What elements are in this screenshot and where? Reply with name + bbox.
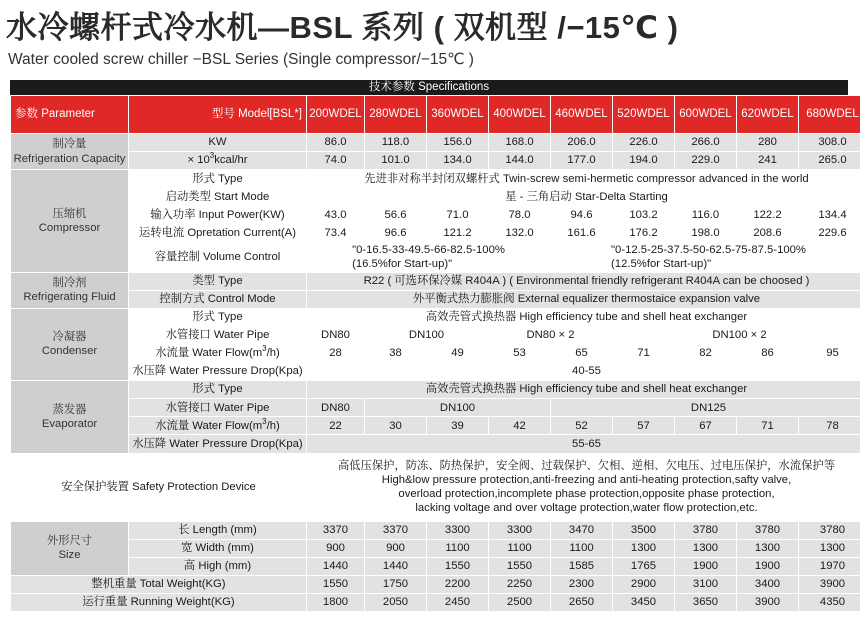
value-cell: 1585 xyxy=(551,557,613,575)
param-label: 安全保护装置 Safety Protection Device xyxy=(11,453,307,521)
value-cell: 198.0 xyxy=(675,224,737,242)
value-cell: DN100 × 2 xyxy=(613,326,860,344)
value-cell: 1550 xyxy=(307,575,365,593)
value-cell: 2050 xyxy=(365,593,427,611)
label-part: /h) xyxy=(266,419,280,432)
value-cell: 121.2 xyxy=(427,224,489,242)
value-cell: 3780 xyxy=(799,521,860,539)
table-row xyxy=(11,575,860,593)
table-row xyxy=(11,290,860,308)
table-row xyxy=(11,326,860,344)
value-cell: 星 - 三角启动 Star-Delta Starting xyxy=(307,188,860,206)
value-cell: 67 xyxy=(675,417,737,435)
param-label: 容量控制 Volume Control xyxy=(129,242,307,272)
table-row xyxy=(11,170,860,188)
param-label-cell xyxy=(129,417,307,435)
value-cell: 101.0 xyxy=(365,152,427,170)
value-cell: 206.0 xyxy=(551,134,613,152)
value-cell: 30 xyxy=(365,417,427,435)
value-cell: 73.4 xyxy=(307,224,365,242)
value-cell: 1300 xyxy=(799,539,860,557)
value-cell: 71 xyxy=(737,417,799,435)
param-label: 输入功率 Input Power(KW) xyxy=(129,206,307,224)
group-label: 制冷剂 Refrigerating Fluid xyxy=(11,272,129,308)
spec-table xyxy=(10,95,860,612)
value-cell: R22 ( 可选环保冷媒 R404A ) ( Environmental friendly refrigerant R404A can be choosed ) xyxy=(307,272,860,290)
table-row xyxy=(11,344,860,362)
param-label: 水压降 Water Pressure Drop(Kpa) xyxy=(129,363,307,381)
value-cell: 74.0 xyxy=(307,152,365,170)
value-cell: 1300 xyxy=(675,539,737,557)
value-cell: 900 xyxy=(307,539,365,557)
table-row xyxy=(11,417,860,435)
value-cell: 71.0 xyxy=(427,206,489,224)
value-cell: DN100 xyxy=(365,399,551,417)
table-row xyxy=(11,593,860,611)
value-cell: 外平衡式热力膨胀阀 External equalizer thermostaice expansion valve xyxy=(307,290,860,308)
value-cell: 168.0 xyxy=(489,134,551,152)
param-label-cell xyxy=(129,344,307,362)
value-cell: 1800 xyxy=(307,593,365,611)
group-label: 制冷量 Refrigeration Capacity xyxy=(11,134,129,170)
value-cell: 96.6 xyxy=(365,224,427,242)
value-cell: 1550 xyxy=(427,557,489,575)
value-cell: 116.0 xyxy=(675,206,737,224)
value-cell: 78.0 xyxy=(489,206,551,224)
value-cell: 1440 xyxy=(307,557,365,575)
value-cell: 1900 xyxy=(675,557,737,575)
param-label: 运转电流 Opretation Current(A) xyxy=(129,224,307,242)
value-cell: 高效壳管式换热器 High efficiency tube and shell heat exchanger xyxy=(307,308,860,326)
value-cell: 2500 xyxy=(489,593,551,611)
table-row xyxy=(11,363,860,381)
value-cell xyxy=(307,453,860,521)
param-label: 水管接口 Water Pipe xyxy=(129,326,307,344)
page-subtitle: Water cooled screw chiller −BSL Series (Single compressor/−15℃ ) xyxy=(8,51,474,68)
param-label: 长 Length (mm) xyxy=(129,521,307,539)
value-cell: 86 xyxy=(737,344,799,362)
table-row xyxy=(11,435,860,453)
value-cell: DN125 xyxy=(551,399,860,417)
value-cell: 1765 xyxy=(613,557,675,575)
value-cell: 高效壳管式换热器 High efficiency tube and shell heat exchanger xyxy=(307,381,860,399)
value-cell: 103.2 xyxy=(613,206,675,224)
table-row xyxy=(11,521,860,539)
param-label-cell xyxy=(129,152,307,170)
label-superscript: 3 xyxy=(262,416,267,426)
volume-control-text: "0-12.5-25-37.5-50-62.5-75-87.5-100% (12.5%for Start-up)" xyxy=(611,243,806,271)
group-label: 蒸发器 Evaporator xyxy=(11,381,129,453)
value-cell: 1100 xyxy=(489,539,551,557)
param-label xyxy=(187,151,248,167)
table-row xyxy=(11,399,860,417)
value-cell: 1750 xyxy=(365,575,427,593)
param-label: 水管接口 Water Pipe xyxy=(129,399,307,417)
value-cell: 2650 xyxy=(551,593,613,611)
value-cell: 55-65 xyxy=(307,435,860,453)
model-name: 600WDEL xyxy=(675,96,737,134)
param-header: 参数 Parameter xyxy=(11,96,129,134)
param-label: 整机重量 Total Weight(KG) xyxy=(11,575,307,593)
model-name: 280WDEL xyxy=(365,96,427,134)
model-header: 型号 Model[BSL*] xyxy=(129,96,307,134)
value-cell: DN100 xyxy=(365,326,489,344)
value-cell xyxy=(551,242,860,272)
value-cell: 122.2 xyxy=(737,206,799,224)
table-row xyxy=(11,381,860,399)
param-label xyxy=(155,416,280,432)
value-cell: 1300 xyxy=(737,539,799,557)
label-part: 水流量 Water Flow(m xyxy=(155,419,263,432)
param-label: 类型 Type xyxy=(129,272,307,290)
table-row xyxy=(11,134,860,152)
param-label: 启动类型 Start Mode xyxy=(129,188,307,206)
value-cell: 144.0 xyxy=(489,152,551,170)
value-cell: 2250 xyxy=(489,575,551,593)
value-cell: 22 xyxy=(307,417,365,435)
value-cell: 241 xyxy=(737,152,799,170)
value-cell: 3400 xyxy=(737,575,799,593)
value-cell: 43.0 xyxy=(307,206,365,224)
label-part: × 10 xyxy=(187,154,210,167)
group-label: 外形尺寸 Size xyxy=(11,521,129,575)
param-label: 高 High (mm) xyxy=(129,557,307,575)
value-cell: 71 xyxy=(613,344,675,362)
param-label: 控制方式 Control Mode xyxy=(129,290,307,308)
table-row xyxy=(11,188,860,206)
param-label: 宽 Width (mm) xyxy=(129,539,307,557)
value-cell: 118.0 xyxy=(365,134,427,152)
table-row xyxy=(11,272,860,290)
value-cell: 156.0 xyxy=(427,134,489,152)
value-cell: 132.0 xyxy=(489,224,551,242)
value-cell: 900 xyxy=(365,539,427,557)
header-row xyxy=(11,96,860,134)
value-cell: 3650 xyxy=(675,593,737,611)
value-cell: 1100 xyxy=(551,539,613,557)
value-cell: 1100 xyxy=(427,539,489,557)
value-cell: 2200 xyxy=(427,575,489,593)
value-cell: 1550 xyxy=(489,557,551,575)
value-cell: 3500 xyxy=(613,521,675,539)
param-label: 运行重量 Running Weight(KG) xyxy=(11,593,307,611)
model-name: 520WDEL xyxy=(613,96,675,134)
label-part: /h) xyxy=(266,347,280,360)
value-cell: 194.0 xyxy=(613,152,675,170)
value-cell: 229.0 xyxy=(675,152,737,170)
value-cell: 56.6 xyxy=(365,206,427,224)
label-part: 水流量 Water Flow(m xyxy=(155,347,263,360)
value-cell: 1300 xyxy=(613,539,675,557)
table-row xyxy=(11,152,860,170)
model-name: 360WDEL xyxy=(427,96,489,134)
value-cell: 3900 xyxy=(799,575,860,593)
value-cell: 3900 xyxy=(737,593,799,611)
value-cell: 78 xyxy=(799,417,860,435)
table-row xyxy=(11,308,860,326)
value-cell: 39 xyxy=(427,417,489,435)
value-cell: 3370 xyxy=(365,521,427,539)
value-cell: 3780 xyxy=(675,521,737,539)
value-cell: 3300 xyxy=(489,521,551,539)
table-row xyxy=(11,206,860,224)
model-name: 680WDEL xyxy=(799,96,860,134)
value-cell: 229.6 xyxy=(799,224,860,242)
param-label: KW xyxy=(129,134,307,152)
value-cell: 2900 xyxy=(613,575,675,593)
value-cell: 65 xyxy=(551,344,613,362)
value-cell: 2450 xyxy=(427,593,489,611)
value-cell: 52 xyxy=(551,417,613,435)
value-cell: 2300 xyxy=(551,575,613,593)
model-name: 200WDEL xyxy=(307,96,365,134)
value-cell: 308.0 xyxy=(799,134,860,152)
value-cell: 28 xyxy=(307,344,365,362)
volume-control-text: "0-16.5-33-49.5-66-82.5-100% (16.5%for Start-up)" xyxy=(352,243,505,271)
value-cell: 226.0 xyxy=(613,134,675,152)
param-label: 形式 Type xyxy=(129,170,307,188)
value-cell: 161.6 xyxy=(551,224,613,242)
page-title: 水冷螺杆式冷水机—BSL 系列 ( 双机型 /−15℃ ) xyxy=(6,10,679,45)
table-row xyxy=(11,557,860,575)
safety-text: 高低压保护，防冻、防热保护，安全阀、过载保护、欠相、逆相、欠电压、过电压保护，水流保护等 High&low pressure protection,anti-freezing and anti-heating protection,safty valve, overload protection,incomplete phase protection,opposite phase protection, lacking voltage and over voltage protection,water flow protection,etc. xyxy=(337,459,836,515)
param-label xyxy=(155,344,280,360)
value-cell: 3780 xyxy=(737,521,799,539)
model-name: 620WDEL xyxy=(737,96,799,134)
value-cell: 1440 xyxy=(365,557,427,575)
value-cell: DN80 xyxy=(307,399,365,417)
param-label: 形式 Type xyxy=(129,308,307,326)
value-cell: 94.6 xyxy=(551,206,613,224)
value-cell: 95 xyxy=(799,344,860,362)
specifications-bar: 技术参数 Specifications xyxy=(10,80,848,95)
value-cell: 3300 xyxy=(427,521,489,539)
value-cell: 176.2 xyxy=(613,224,675,242)
value-cell: 134.4 xyxy=(799,206,860,224)
value-cell: 208.6 xyxy=(737,224,799,242)
group-label: 压缩机 Compressor xyxy=(11,170,129,272)
model-name: 460WDEL xyxy=(551,96,613,134)
value-cell: 先进非对称半封闭双螺杆式 Twin-screw semi-hermetic compressor advanced in the world xyxy=(307,170,860,188)
value-cell: 42 xyxy=(489,417,551,435)
value-cell: 82 xyxy=(675,344,737,362)
value-cell: 265.0 xyxy=(799,152,860,170)
value-cell: 3450 xyxy=(613,593,675,611)
table-row xyxy=(11,242,860,272)
value-cell: 1900 xyxy=(737,557,799,575)
value-cell: 40-55 xyxy=(307,363,860,381)
param-label: 形式 Type xyxy=(129,381,307,399)
table-row xyxy=(11,539,860,557)
param-label: 水压降 Water Pressure Drop(Kpa) xyxy=(129,435,307,453)
table-row xyxy=(11,224,860,242)
value-cell: 38 xyxy=(365,344,427,362)
value-cell: 57 xyxy=(613,417,675,435)
model-name: 400WDEL xyxy=(489,96,551,134)
value-cell: 134.0 xyxy=(427,152,489,170)
label-superscript: 3 xyxy=(209,151,215,161)
value-cell: 3370 xyxy=(307,521,365,539)
group-label: 冷凝器 Condenser xyxy=(11,308,129,380)
value-cell: 4350 xyxy=(799,593,860,611)
value-cell: 86.0 xyxy=(307,134,365,152)
table-row xyxy=(11,453,860,521)
value-cell: DN80 xyxy=(307,326,365,344)
value-cell: 1970 xyxy=(799,557,860,575)
value-cell: 3100 xyxy=(675,575,737,593)
label-superscript: 3 xyxy=(262,344,267,354)
value-cell: 177.0 xyxy=(551,152,613,170)
label-part: kcal/hr xyxy=(214,154,248,167)
value-cell: DN80 × 2 xyxy=(489,326,613,344)
value-cell: 280 xyxy=(737,134,799,152)
value-cell: 49 xyxy=(427,344,489,362)
value-cell: 3470 xyxy=(551,521,613,539)
value-cell: 53 xyxy=(489,344,551,362)
value-cell xyxy=(307,242,551,272)
value-cell: 266.0 xyxy=(675,134,737,152)
